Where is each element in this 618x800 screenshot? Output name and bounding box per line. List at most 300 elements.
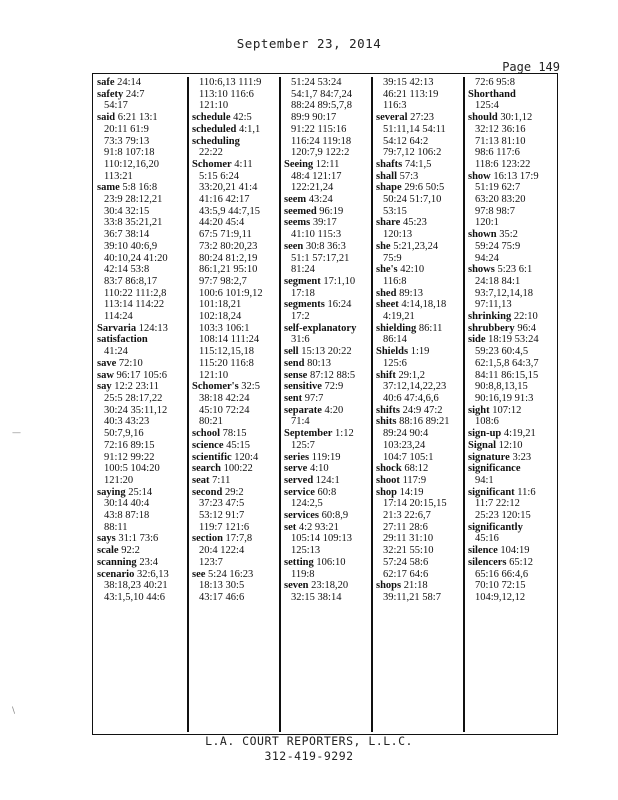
index-entry (192, 428, 284, 440)
index-entry (192, 299, 284, 311)
index-refs: 107:12 (492, 404, 522, 416)
index-entry (468, 147, 560, 159)
index-entry (284, 229, 376, 241)
index-entry (376, 557, 468, 569)
index-refs: 43:8 87:18 (104, 510, 150, 522)
index-entry (97, 580, 189, 592)
index-term: she (376, 240, 391, 252)
index-entry (97, 311, 189, 323)
index-refs: 18:13 30:5 (199, 580, 245, 592)
index-refs: 4:19,21 (503, 428, 536, 440)
index-entry (97, 77, 189, 89)
index-refs: 57:24 58:6 (383, 556, 429, 568)
index-refs: 93:7,12,14,18 (475, 287, 534, 299)
index-entry (376, 487, 468, 499)
index-entry (284, 311, 376, 323)
index-entry (284, 416, 376, 428)
index-term: shits (376, 416, 397, 428)
index-entry (468, 89, 560, 101)
index-entry (192, 100, 284, 112)
index-refs: 72:16 89:15 (104, 439, 155, 451)
index-term: sign-up (468, 428, 502, 440)
index-entry (284, 253, 376, 265)
column-divider (463, 77, 465, 732)
index-entry (284, 557, 376, 569)
index-entry (468, 206, 560, 218)
index-term: Schomer (192, 158, 232, 170)
index-entry (468, 100, 560, 112)
index-entry (192, 440, 284, 452)
index-entry (192, 241, 284, 253)
index-entry (192, 253, 284, 265)
index-refs: 50:7,9,16 (104, 428, 144, 440)
index-term: sensitive (284, 381, 322, 393)
index-entry (284, 182, 376, 194)
index-entry (284, 323, 376, 335)
index-refs: 30:4 32:15 (104, 205, 150, 217)
index-refs: 4:20 (324, 404, 344, 416)
index-entry (192, 557, 284, 569)
index-refs: 116:3 (383, 100, 407, 112)
index-refs: 110:6,13 111:9 (199, 77, 262, 88)
index-refs: 43:5,9 44:7,15 (199, 205, 260, 217)
index-refs: 18:19 53:24 (488, 334, 539, 346)
index-entry (468, 475, 560, 487)
index-term: services (284, 510, 319, 522)
index-refs: 118:6 123:22 (475, 158, 531, 170)
index-entry (468, 440, 560, 452)
index-entry (192, 498, 284, 510)
index-entry (468, 182, 560, 194)
index-refs: 89:9 90:17 (291, 112, 337, 124)
index-refs: 124:2,5 (291, 498, 323, 510)
index-entry (376, 381, 468, 393)
index-refs: 67:5 71:9,11 (199, 229, 252, 241)
index-entry (97, 533, 189, 545)
index-term: Shields (376, 346, 409, 358)
index-entry (192, 89, 284, 101)
index-refs: 29:1,2 (398, 369, 426, 381)
index-term: silencers (468, 556, 507, 568)
index-refs: 72:6 95:8 (475, 77, 515, 88)
index-refs: 16:13 17:9 (493, 170, 539, 182)
index-entry (97, 253, 189, 265)
index-refs: 86:14 (383, 334, 407, 346)
index-refs: 50:24 51:7,10 (383, 194, 442, 206)
index-entry (468, 112, 560, 124)
index-refs: 25:23 120:15 (475, 510, 531, 522)
index-refs: 94:1 (475, 474, 494, 486)
index-entry (468, 217, 560, 229)
index-entry (284, 346, 376, 358)
index-entry (468, 159, 560, 171)
index-term: scanning (97, 556, 137, 568)
index-refs: 21:3 22:6,7 (383, 510, 431, 522)
index-entry (468, 452, 560, 464)
index-entry (468, 299, 560, 311)
index-term: seen (284, 240, 304, 252)
index-term: satisfaction (97, 334, 148, 346)
index-refs: 81:24 (291, 264, 315, 276)
index-refs: 96:19 (319, 205, 344, 217)
index-refs: 4:1,1 (238, 123, 261, 135)
index-refs: 48:4 121:17 (291, 170, 342, 182)
index-refs: 27:11 28:6 (383, 521, 428, 533)
index-term: several (376, 112, 408, 124)
index-entry (376, 358, 468, 370)
index-entry (376, 241, 468, 253)
index-refs: 3:23 (512, 451, 532, 463)
index-entry (192, 217, 284, 229)
index-refs: 89:24 90:4 (383, 428, 429, 440)
index-refs: 115:12,15,18 (199, 346, 255, 358)
index-refs: 51:19 62:7 (475, 182, 521, 194)
index-entry (97, 545, 189, 557)
index-term: side (468, 334, 486, 346)
index-entry (284, 463, 376, 475)
index-entry (192, 124, 284, 136)
index-refs: 59:24 75:9 (475, 240, 521, 252)
index-entry (192, 452, 284, 464)
index-term: self-explanatory (284, 322, 357, 334)
index-entry (284, 592, 376, 604)
index-refs: 40:10,24 41:20 (104, 252, 168, 264)
index-entry (376, 463, 468, 475)
index-entry (376, 569, 468, 581)
index-entry (284, 370, 376, 382)
binding-mark: — (12, 428, 21, 438)
index-entry (376, 498, 468, 510)
index-refs: 124:13 (138, 322, 168, 334)
index-term: scientific (192, 451, 232, 463)
index-entry (376, 533, 468, 545)
index-refs: 84:11 86:15,15 (475, 369, 539, 381)
index-term: share (376, 217, 401, 229)
index-refs: 97:8 98:7 (475, 205, 515, 217)
index-refs: 97:7 98:2,7 (199, 275, 247, 287)
index-entry (284, 545, 376, 557)
index-refs: 62:17 64:6 (383, 568, 429, 580)
index-entry (284, 580, 376, 592)
index-refs: 80:21 (199, 416, 223, 428)
index-term: sense (284, 369, 308, 381)
index-refs: 63:20 83:20 (475, 194, 526, 206)
index-entry (192, 381, 284, 393)
index-refs: 4:14,18,18 (401, 299, 447, 311)
index-refs: 45:10 72:24 (199, 404, 250, 416)
index-term: seat (192, 474, 210, 486)
index-entry (376, 264, 468, 276)
index-refs: 75:9 (383, 252, 402, 264)
index-entry (97, 171, 189, 183)
index-entry (376, 522, 468, 534)
index-refs: 22:22 (199, 147, 223, 159)
index-entry (97, 346, 189, 358)
index-refs: 88:24 89:5,7,8 (291, 100, 352, 112)
index-entry (97, 370, 189, 382)
index-entry (97, 276, 189, 288)
index-entry (284, 77, 376, 89)
index-refs: 71:4 (291, 416, 310, 428)
index-entry (97, 428, 189, 440)
index-entry (376, 475, 468, 487)
index-entry (97, 393, 189, 405)
index-refs: 37:12,14,22,23 (383, 381, 447, 393)
index-entry (192, 475, 284, 487)
index-entry (192, 77, 284, 89)
index-entry (97, 452, 189, 464)
index-term: show (468, 170, 491, 182)
index-entry (192, 393, 284, 405)
index-term: scheduling (192, 135, 240, 147)
index-term: sight (468, 404, 490, 416)
index-entry (97, 592, 189, 604)
index-refs: 97:7 (304, 392, 324, 404)
index-column-2 (192, 77, 284, 731)
index-entry (284, 147, 376, 159)
index-refs: 51:24 53:24 (291, 77, 342, 88)
index-refs: 90:16,19 91:3 (475, 392, 534, 404)
index-refs: 116:24 119:18 (291, 135, 352, 147)
index-entry (468, 463, 560, 475)
index-refs: 98:6 117:6 (475, 147, 520, 159)
index-refs: 91:12 99:22 (104, 451, 155, 463)
index-refs: 1:19 (410, 346, 430, 358)
index-refs: 60:8 (317, 486, 337, 498)
index-refs: 39:17 (312, 217, 337, 229)
index-refs: 5:23 6:1 (497, 264, 533, 276)
index-term: should (468, 112, 498, 124)
index-refs: 15:13 20:22 (301, 346, 352, 358)
index-refs: 113:10 116:6 (199, 88, 254, 100)
index-term: segments (284, 299, 325, 311)
index-refs: 57:3 (399, 170, 419, 182)
index-refs: 116:8 (383, 275, 407, 287)
index-entry (192, 416, 284, 428)
index-refs: 79:7,12 106:2 (383, 147, 442, 159)
index-entry (376, 182, 468, 194)
index-term: shed (376, 287, 397, 299)
index-refs: 4:10 (309, 463, 329, 475)
binding-mark: \ (12, 706, 16, 716)
index-refs: 41:10 115:3 (291, 229, 342, 241)
index-term: significant (468, 486, 515, 498)
index-refs: 62:1,5,8 64:3,7 (475, 357, 539, 369)
index-refs: 120:4 (234, 451, 259, 463)
index-term: segment (284, 275, 321, 287)
index-refs: 100:5 104:20 (104, 463, 160, 475)
index-term: sent (284, 392, 303, 404)
index-entry (284, 194, 376, 206)
index-refs: 5:8 16:8 (122, 182, 158, 194)
index-term: separate (284, 404, 322, 416)
index-term: shifts (376, 404, 400, 416)
index-entry (468, 405, 560, 417)
index-entry (97, 440, 189, 452)
index-refs: 41:16 42:17 (199, 194, 250, 206)
index-term: significantly (468, 521, 523, 533)
index-entry (376, 580, 468, 592)
index-refs: 20:4 122:4 (199, 545, 245, 557)
index-refs: 51:11,14 54:11 (383, 123, 446, 135)
index-refs: 65:12 (509, 556, 534, 568)
index-term: says (97, 533, 116, 545)
index-entry (97, 475, 189, 487)
index-term: seem (284, 194, 307, 206)
index-refs: 7:11 (212, 474, 231, 486)
index-term: scheduled (192, 123, 237, 135)
index-entry (284, 569, 376, 581)
index-entry (192, 206, 284, 218)
index-refs: 96:4 (517, 322, 536, 334)
index-term: service (284, 486, 315, 498)
index-entry (376, 592, 468, 604)
index-refs: 40:3 43:23 (104, 416, 150, 428)
index-refs: 121:10 (199, 100, 229, 112)
index-refs: 12:2 23:11 (114, 381, 160, 393)
index-refs: 32:21 55:10 (383, 545, 434, 557)
index-refs: 65:16 66:4,6 (475, 568, 529, 580)
index-entry (192, 276, 284, 288)
index-entry (97, 510, 189, 522)
index-entry (376, 229, 468, 241)
index-refs: 110:22 111:2,8 (104, 287, 167, 299)
index-term: shielding (376, 322, 417, 334)
index-refs: 104:9,12,12 (475, 591, 526, 603)
index-refs: 14:19 (399, 486, 424, 498)
index-entry (468, 77, 560, 89)
index-entry (192, 288, 284, 300)
index-refs: 5:24 16:23 (208, 568, 254, 580)
index-refs: 4:11 (234, 158, 253, 170)
index-entry (284, 487, 376, 499)
index-refs: 30:14 40:4 (104, 498, 150, 510)
index-refs: 5:21,23,24 (393, 240, 439, 252)
index-entry (97, 323, 189, 335)
index-refs: 53:12 91:7 (199, 510, 245, 522)
index-refs: 5:15 6:24 (199, 170, 239, 182)
index-term: seven (284, 580, 309, 592)
index-refs: 37:23 47:5 (199, 498, 245, 510)
index-refs: 89:13 (399, 287, 423, 299)
index-entry (97, 112, 189, 124)
index-refs: 40:6 47:4,6,6 (383, 392, 439, 404)
index-term: see (192, 568, 206, 580)
index-entry (97, 487, 189, 499)
footer-phone: 312-419-9292 (264, 749, 354, 763)
index-entry (284, 510, 376, 522)
index-entry (376, 147, 468, 159)
column-divider (279, 77, 281, 732)
index-entry (468, 229, 560, 241)
index-entry (376, 276, 468, 288)
index-entry (376, 136, 468, 148)
index-entry (376, 311, 468, 323)
index-entry (97, 569, 189, 581)
index-entry (284, 498, 376, 510)
index-refs: 54:12 64:2 (383, 135, 429, 147)
index-refs: 32:6,13 (136, 568, 169, 580)
index-entry (376, 253, 468, 265)
index-refs: 1:12 (335, 428, 354, 440)
index-refs: 73:2 80:20,23 (199, 240, 258, 252)
index-refs: 108:14 111:24 (199, 334, 260, 346)
index-entry (468, 416, 560, 428)
index-entry (468, 311, 560, 323)
index-refs: 119:8 (291, 568, 315, 580)
index-refs: 54:17 (104, 100, 128, 112)
index-entry (468, 522, 560, 534)
index-refs: 70:10 72:15 (475, 580, 526, 592)
index-refs: 43:17 46:6 (199, 591, 245, 603)
index-term: shop (376, 486, 398, 498)
index-term: schedule (192, 112, 231, 124)
index-entry (192, 194, 284, 206)
index-refs: 24:9 47:2 (402, 404, 443, 416)
index-entry (192, 487, 284, 499)
index-refs: 32:5 (241, 381, 260, 393)
index-entry (376, 416, 468, 428)
index-refs: 73:3 79:13 (104, 135, 150, 147)
index-entry (284, 393, 376, 405)
index-refs: 21:18 (403, 580, 428, 592)
index-entry (192, 405, 284, 417)
index-entry (468, 136, 560, 148)
index-entry (284, 217, 376, 229)
index-refs: 100:22 (223, 463, 253, 475)
index-entry (376, 112, 468, 124)
index-refs: 125:13 (291, 545, 321, 557)
index-refs: 31:1 73:6 (118, 533, 159, 545)
index-refs: 24:18 84:1 (475, 275, 521, 287)
index-refs: 103:23,24 (383, 439, 426, 451)
index-entry (468, 498, 560, 510)
index-term: shown (468, 229, 497, 241)
index-refs: 59:23 60:4,5 (475, 346, 529, 358)
index-refs: 119:19 (311, 451, 341, 463)
index-entry (97, 288, 189, 300)
index-entry (97, 463, 189, 475)
index-entry (468, 592, 560, 604)
index-refs: 102:18,24 (199, 311, 242, 323)
index-refs: 41:24 (104, 346, 128, 358)
index-entry (376, 428, 468, 440)
index-refs: 24:7 (125, 88, 145, 100)
index-term: served (284, 474, 314, 486)
index-entry (192, 171, 284, 183)
index-refs: 120:7,9 122:2 (291, 147, 350, 159)
index-refs: 71:13 81:10 (475, 135, 526, 147)
index-entry (97, 159, 189, 171)
index-refs: 42:5 (233, 112, 252, 124)
index-refs: 45:23 (402, 217, 427, 229)
index-term: send (284, 357, 305, 369)
index-refs: 17:1,10 (323, 275, 356, 287)
index-entry (97, 522, 189, 534)
index-entry (97, 334, 189, 346)
index-refs: 27:23 (410, 112, 435, 124)
index-term: saying (97, 486, 126, 498)
index-term: Signal (468, 439, 497, 451)
index-refs: 38:18,23 40:21 (104, 580, 168, 592)
index-refs: 80:24 81:2,19 (199, 252, 258, 264)
index-entry (284, 288, 376, 300)
index-entry (284, 358, 376, 370)
index-refs: 104:19 (500, 545, 530, 557)
index-refs: 39:10 40:6,9 (104, 240, 158, 252)
index-entry (376, 346, 468, 358)
index-refs: 39:15 42:13 (383, 77, 434, 88)
